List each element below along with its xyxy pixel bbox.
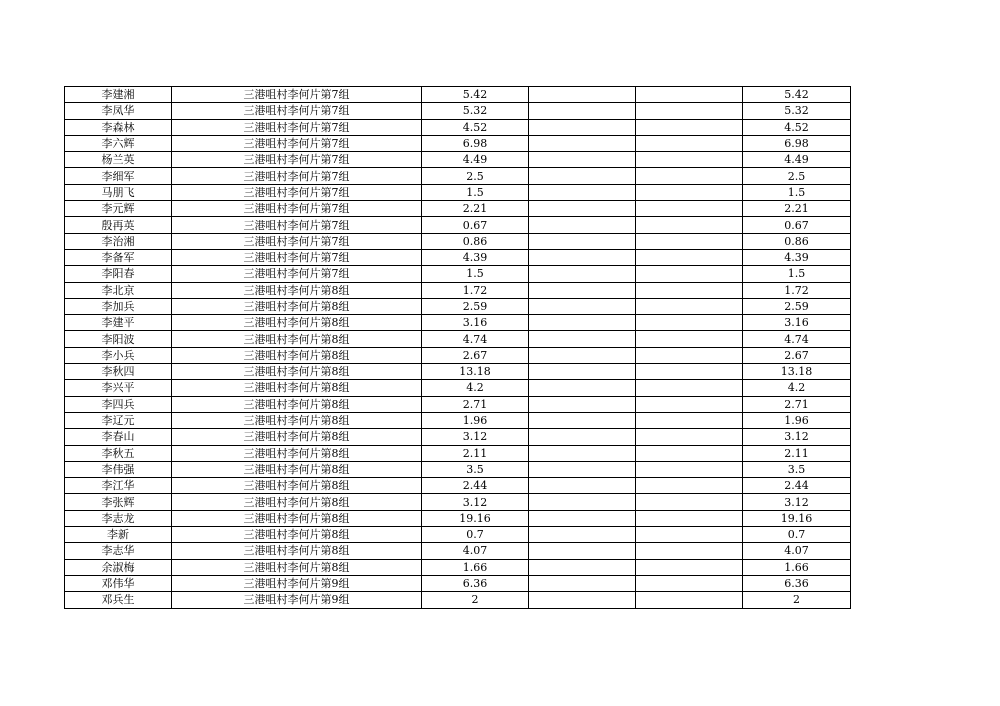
empty-cell bbox=[529, 233, 636, 249]
table-row bbox=[65, 445, 851, 461]
table-row bbox=[65, 298, 851, 314]
address-cell: 三港咀村李何片第8组 bbox=[172, 461, 422, 477]
address-cell: 三港咀村李何片第8组 bbox=[172, 527, 422, 543]
total-cell: 1.96 bbox=[743, 412, 851, 428]
table-row bbox=[65, 331, 851, 347]
address-cell: 三港咀村李何片第8组 bbox=[172, 282, 422, 298]
empty-cell bbox=[529, 315, 636, 331]
name-cell: 李备军 bbox=[65, 249, 172, 265]
table-row bbox=[65, 575, 851, 591]
table-row bbox=[65, 364, 851, 380]
empty-cell bbox=[636, 152, 743, 168]
address-cell: 三港咀村李何片第8组 bbox=[172, 331, 422, 347]
name-cell: 李志华 bbox=[65, 543, 172, 559]
area-cell: 6.36 bbox=[422, 575, 529, 591]
name-cell: 邓伟华 bbox=[65, 575, 172, 591]
address-cell: 三港咀村李何片第7组 bbox=[172, 184, 422, 200]
empty-cell bbox=[636, 592, 743, 608]
total-cell: 0.86 bbox=[743, 233, 851, 249]
area-cell: 3.12 bbox=[422, 429, 529, 445]
empty-cell bbox=[636, 249, 743, 265]
table-row bbox=[65, 478, 851, 494]
empty-cell bbox=[636, 494, 743, 510]
empty-cell bbox=[529, 575, 636, 591]
area-cell: 2.21 bbox=[422, 201, 529, 217]
table-row bbox=[65, 461, 851, 477]
area-cell: 2.59 bbox=[422, 298, 529, 314]
address-cell: 三港咀村李何片第8组 bbox=[172, 478, 422, 494]
empty-cell bbox=[529, 543, 636, 559]
area-cell: 5.32 bbox=[422, 103, 529, 119]
area-cell: 0.7 bbox=[422, 527, 529, 543]
area-cell: 3.16 bbox=[422, 315, 529, 331]
table-row bbox=[65, 559, 851, 575]
table-row bbox=[65, 168, 851, 184]
name-cell: 李小兵 bbox=[65, 347, 172, 363]
total-cell: 6.36 bbox=[743, 575, 851, 591]
empty-cell bbox=[529, 445, 636, 461]
total-cell: 3.12 bbox=[743, 429, 851, 445]
empty-cell bbox=[636, 87, 743, 103]
table-row bbox=[65, 380, 851, 396]
table-row bbox=[65, 266, 851, 282]
address-cell: 三港咀村李何片第9组 bbox=[172, 592, 422, 608]
empty-cell bbox=[529, 298, 636, 314]
address-cell: 三港咀村李何片第7组 bbox=[172, 201, 422, 217]
total-cell: 4.52 bbox=[743, 119, 851, 135]
name-cell: 李加兵 bbox=[65, 298, 172, 314]
area-cell: 4.49 bbox=[422, 152, 529, 168]
empty-cell bbox=[529, 249, 636, 265]
table-row bbox=[65, 87, 851, 103]
table-row bbox=[65, 527, 851, 543]
name-cell: 李志龙 bbox=[65, 510, 172, 526]
area-cell: 4.2 bbox=[422, 380, 529, 396]
empty-cell bbox=[529, 103, 636, 119]
area-cell: 2.11 bbox=[422, 445, 529, 461]
total-cell: 4.74 bbox=[743, 331, 851, 347]
area-cell: 4.74 bbox=[422, 331, 529, 347]
empty-cell bbox=[529, 380, 636, 396]
empty-cell bbox=[636, 364, 743, 380]
address-cell: 三港咀村李何片第7组 bbox=[172, 119, 422, 135]
empty-cell bbox=[529, 119, 636, 135]
total-cell: 1.5 bbox=[743, 184, 851, 200]
name-cell: 李治湘 bbox=[65, 233, 172, 249]
empty-cell bbox=[636, 217, 743, 233]
total-cell: 3.12 bbox=[743, 494, 851, 510]
empty-cell bbox=[636, 201, 743, 217]
name-cell: 李建平 bbox=[65, 315, 172, 331]
name-cell: 邓兵生 bbox=[65, 592, 172, 608]
name-cell: 马朋飞 bbox=[65, 184, 172, 200]
empty-cell bbox=[529, 266, 636, 282]
address-cell: 三港咀村李何片第8组 bbox=[172, 445, 422, 461]
empty-cell bbox=[636, 135, 743, 151]
table-row bbox=[65, 135, 851, 151]
empty-cell bbox=[529, 429, 636, 445]
total-cell: 1.66 bbox=[743, 559, 851, 575]
area-cell: 1.5 bbox=[422, 184, 529, 200]
empty-cell bbox=[529, 527, 636, 543]
total-cell: 4.07 bbox=[743, 543, 851, 559]
empty-cell bbox=[636, 282, 743, 298]
address-cell: 三港咀村李何片第7组 bbox=[172, 168, 422, 184]
address-cell: 三港咀村李何片第7组 bbox=[172, 217, 422, 233]
empty-cell bbox=[529, 217, 636, 233]
address-cell: 三港咀村李何片第7组 bbox=[172, 266, 422, 282]
name-cell: 殷再英 bbox=[65, 217, 172, 233]
empty-cell bbox=[529, 494, 636, 510]
address-cell: 三港咀村李何片第8组 bbox=[172, 510, 422, 526]
name-cell: 李元辉 bbox=[65, 201, 172, 217]
address-cell: 三港咀村李何片第8组 bbox=[172, 364, 422, 380]
table-row bbox=[65, 119, 851, 135]
area-cell: 2.5 bbox=[422, 168, 529, 184]
empty-cell bbox=[529, 87, 636, 103]
address-cell: 三港咀村李何片第7组 bbox=[172, 87, 422, 103]
table-row bbox=[65, 494, 851, 510]
table-row bbox=[65, 429, 851, 445]
address-cell: 三港咀村李何片第8组 bbox=[172, 380, 422, 396]
table-row bbox=[65, 201, 851, 217]
empty-cell bbox=[636, 575, 743, 591]
empty-cell bbox=[636, 266, 743, 282]
table-row bbox=[65, 233, 851, 249]
data-table bbox=[64, 86, 851, 609]
empty-cell bbox=[636, 510, 743, 526]
total-cell: 0.7 bbox=[743, 527, 851, 543]
empty-cell bbox=[529, 282, 636, 298]
total-cell: 2.11 bbox=[743, 445, 851, 461]
table-row bbox=[65, 184, 851, 200]
table-row bbox=[65, 347, 851, 363]
area-cell: 6.98 bbox=[422, 135, 529, 151]
name-cell: 李江华 bbox=[65, 478, 172, 494]
area-cell: 3.5 bbox=[422, 461, 529, 477]
area-cell: 4.52 bbox=[422, 119, 529, 135]
empty-cell bbox=[636, 347, 743, 363]
address-cell: 三港咀村李何片第7组 bbox=[172, 135, 422, 151]
name-cell: 李细军 bbox=[65, 168, 172, 184]
empty-cell bbox=[636, 461, 743, 477]
table-row bbox=[65, 249, 851, 265]
empty-cell bbox=[636, 184, 743, 200]
name-cell: 李秋五 bbox=[65, 445, 172, 461]
total-cell: 4.2 bbox=[743, 380, 851, 396]
address-cell: 三港咀村李何片第8组 bbox=[172, 315, 422, 331]
table-row bbox=[65, 217, 851, 233]
total-cell: 2.59 bbox=[743, 298, 851, 314]
total-cell: 19.16 bbox=[743, 510, 851, 526]
empty-cell bbox=[636, 168, 743, 184]
table-row bbox=[65, 543, 851, 559]
name-cell: 李春山 bbox=[65, 429, 172, 445]
area-cell: 4.39 bbox=[422, 249, 529, 265]
empty-cell bbox=[529, 559, 636, 575]
address-cell: 三港咀村李何片第9组 bbox=[172, 575, 422, 591]
total-cell: 13.18 bbox=[743, 364, 851, 380]
empty-cell bbox=[529, 135, 636, 151]
total-cell: 6.98 bbox=[743, 135, 851, 151]
table-row bbox=[65, 152, 851, 168]
name-cell: 李森林 bbox=[65, 119, 172, 135]
name-cell: 李辽元 bbox=[65, 412, 172, 428]
empty-cell bbox=[529, 364, 636, 380]
empty-cell bbox=[636, 478, 743, 494]
area-cell: 2.44 bbox=[422, 478, 529, 494]
empty-cell bbox=[636, 412, 743, 428]
name-cell: 李秋四 bbox=[65, 364, 172, 380]
name-cell: 杨兰英 bbox=[65, 152, 172, 168]
total-cell: 2 bbox=[743, 592, 851, 608]
area-cell: 1.5 bbox=[422, 266, 529, 282]
name-cell: 李张辉 bbox=[65, 494, 172, 510]
address-cell: 三港咀村李何片第8组 bbox=[172, 347, 422, 363]
area-cell: 3.12 bbox=[422, 494, 529, 510]
address-cell: 三港咀村李何片第8组 bbox=[172, 494, 422, 510]
total-cell: 2.67 bbox=[743, 347, 851, 363]
area-cell: 5.42 bbox=[422, 87, 529, 103]
empty-cell bbox=[636, 380, 743, 396]
empty-cell bbox=[529, 412, 636, 428]
table-row bbox=[65, 592, 851, 608]
total-cell: 2.21 bbox=[743, 201, 851, 217]
name-cell: 李凤华 bbox=[65, 103, 172, 119]
empty-cell bbox=[529, 152, 636, 168]
empty-cell bbox=[636, 543, 743, 559]
address-cell: 三港咀村李何片第8组 bbox=[172, 396, 422, 412]
empty-cell bbox=[529, 592, 636, 608]
empty-cell bbox=[636, 445, 743, 461]
address-cell: 三港咀村李何片第7组 bbox=[172, 103, 422, 119]
name-cell: 李兴平 bbox=[65, 380, 172, 396]
total-cell: 4.49 bbox=[743, 152, 851, 168]
total-cell: 2.5 bbox=[743, 168, 851, 184]
empty-cell bbox=[529, 510, 636, 526]
total-cell: 2.71 bbox=[743, 396, 851, 412]
name-cell: 李四兵 bbox=[65, 396, 172, 412]
name-cell: 李六辉 bbox=[65, 135, 172, 151]
empty-cell bbox=[636, 331, 743, 347]
address-cell: 三港咀村李何片第8组 bbox=[172, 543, 422, 559]
name-cell: 李伟强 bbox=[65, 461, 172, 477]
total-cell: 5.32 bbox=[743, 103, 851, 119]
area-cell: 13.18 bbox=[422, 364, 529, 380]
address-cell: 三港咀村李何片第8组 bbox=[172, 412, 422, 428]
name-cell: 余淑梅 bbox=[65, 559, 172, 575]
address-cell: 三港咀村李何片第7组 bbox=[172, 233, 422, 249]
address-cell: 三港咀村李何片第7组 bbox=[172, 152, 422, 168]
area-cell: 19.16 bbox=[422, 510, 529, 526]
total-cell: 2.44 bbox=[743, 478, 851, 494]
area-cell: 1.72 bbox=[422, 282, 529, 298]
area-cell: 4.07 bbox=[422, 543, 529, 559]
address-cell: 三港咀村李何片第7组 bbox=[172, 249, 422, 265]
empty-cell bbox=[529, 331, 636, 347]
table-row bbox=[65, 396, 851, 412]
table-row bbox=[65, 510, 851, 526]
empty-cell bbox=[529, 347, 636, 363]
total-cell: 1.72 bbox=[743, 282, 851, 298]
area-cell: 0.67 bbox=[422, 217, 529, 233]
area-cell: 2 bbox=[422, 592, 529, 608]
table-row bbox=[65, 315, 851, 331]
empty-cell bbox=[636, 396, 743, 412]
empty-cell bbox=[529, 478, 636, 494]
empty-cell bbox=[636, 103, 743, 119]
total-cell: 3.5 bbox=[743, 461, 851, 477]
empty-cell bbox=[529, 461, 636, 477]
area-cell: 2.71 bbox=[422, 396, 529, 412]
total-cell: 0.67 bbox=[743, 217, 851, 233]
table-row bbox=[65, 412, 851, 428]
empty-cell bbox=[529, 168, 636, 184]
total-cell: 1.5 bbox=[743, 266, 851, 282]
name-cell: 李北京 bbox=[65, 282, 172, 298]
area-cell: 1.66 bbox=[422, 559, 529, 575]
table-row bbox=[65, 103, 851, 119]
empty-cell bbox=[636, 429, 743, 445]
name-cell: 李新 bbox=[65, 527, 172, 543]
address-cell: 三港咀村李何片第8组 bbox=[172, 429, 422, 445]
empty-cell bbox=[529, 201, 636, 217]
empty-cell bbox=[636, 527, 743, 543]
empty-cell bbox=[636, 233, 743, 249]
address-cell: 三港咀村李何片第8组 bbox=[172, 298, 422, 314]
total-cell: 3.16 bbox=[743, 315, 851, 331]
address-cell: 三港咀村李何片第8组 bbox=[172, 559, 422, 575]
name-cell: 李阳波 bbox=[65, 331, 172, 347]
empty-cell bbox=[529, 184, 636, 200]
empty-cell bbox=[529, 396, 636, 412]
area-cell: 0.86 bbox=[422, 233, 529, 249]
table-row bbox=[65, 282, 851, 298]
total-cell: 4.39 bbox=[743, 249, 851, 265]
empty-cell bbox=[636, 315, 743, 331]
name-cell: 李建湘 bbox=[65, 87, 172, 103]
table-body bbox=[65, 87, 851, 609]
area-cell: 2.67 bbox=[422, 347, 529, 363]
empty-cell bbox=[636, 119, 743, 135]
empty-cell bbox=[636, 559, 743, 575]
total-cell: 5.42 bbox=[743, 87, 851, 103]
name-cell: 李阳春 bbox=[65, 266, 172, 282]
empty-cell bbox=[636, 298, 743, 314]
area-cell: 1.96 bbox=[422, 412, 529, 428]
